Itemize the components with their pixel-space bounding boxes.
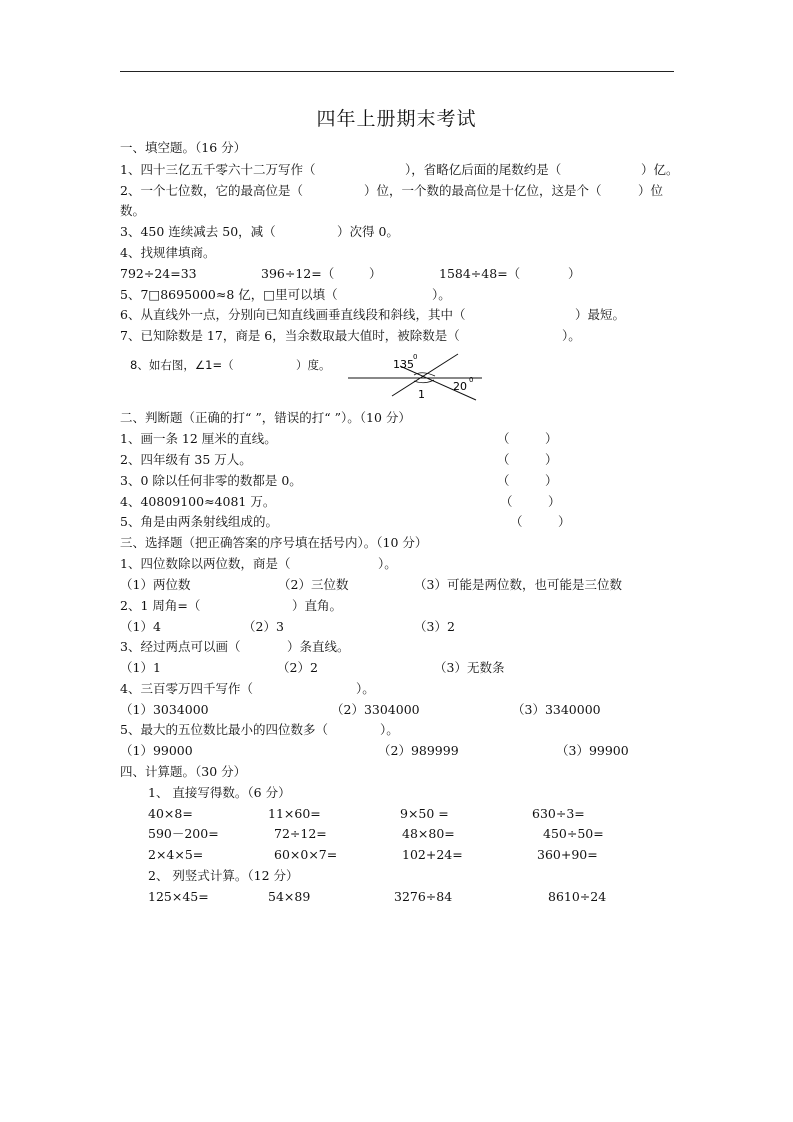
s2-item-3-paren-open: （: [497, 473, 510, 488]
angle-figure: [340, 348, 490, 408]
s3-q2-part-b: ）直角。: [292, 598, 343, 613]
s1-q6-part-a: 6、从直线外一点，分别向已知直线画垂直线段和斜线，其中（: [120, 307, 466, 322]
s1-q7-part-b: ）。: [562, 328, 581, 343]
section-2-heading: 二、判断题（正确的打“ ”，错误的打“ ”）。（10 分）: [120, 410, 411, 425]
calc-r1-c2: 11×60=: [268, 806, 321, 821]
s3-q3-part-b: ）条直线。: [287, 639, 350, 654]
s2-item-4: 4、40809100≈4081 万。: [120, 494, 276, 509]
s3-q3-option-3: （3）无数条: [434, 660, 505, 675]
s4-sub-1: 1、 直接写得数。（6 分）: [148, 785, 291, 800]
s1-q1-part-c: ）亿。: [641, 162, 679, 177]
s3-q5-option-1: （1）99000: [120, 743, 193, 758]
calc-r1-c1: 40×8=: [148, 806, 193, 821]
s3-q1-option-2: （2）三位数: [278, 577, 349, 592]
s3-q2-option-2: （2）3: [243, 619, 284, 634]
section-4-heading: 四、计算题。（30 分）: [120, 764, 247, 779]
s1-q1-part-b: ），省略亿后面的尾数约是（: [405, 162, 562, 177]
figure-label-20: 20: [453, 380, 467, 393]
s3-q3-option-2: （2）2: [277, 660, 318, 675]
s3-q3-option-1: （1）1: [120, 660, 161, 675]
s1-q4-item2-a: 396÷12=（: [261, 266, 335, 281]
s3-q3-part-a: 3、经过两点可以画（: [120, 639, 241, 654]
s1-q4: 4、找规律填商。: [120, 245, 216, 260]
s1-q5-part-b: ）。: [432, 287, 451, 302]
calc-r2-c3: 48×80=: [402, 826, 455, 841]
figure-label-angle-1: 1: [418, 388, 425, 401]
s3-q2-part-a: 2、1 周角=（: [120, 598, 201, 613]
calc-r4-c2: 54×89: [268, 889, 311, 904]
s3-q5-part-a: 5、最大的五位数比最小的四位数多（: [120, 722, 328, 737]
s3-q2-option-3: （3）2: [414, 619, 455, 634]
s2-item-1-paren-close: ）: [545, 431, 558, 446]
calc-r4-c4: 8610÷24: [548, 889, 607, 904]
s1-q8-part-b: ）度。: [296, 358, 331, 372]
s3-q2-option-1: （1）4: [120, 619, 161, 634]
calc-r4-c1: 125×45=: [148, 889, 209, 904]
s2-item-5-paren-open: （: [510, 514, 523, 529]
s2-item-4-paren-close: ）: [548, 494, 561, 509]
s4-sub-2: 2、 列竖式计算。（12 分）: [148, 868, 299, 883]
s1-q3-part-a: 3、450 连续减去 50，减（: [120, 224, 276, 239]
s2-item-3: 3、0 除以任何非零的数都是 0。: [120, 473, 302, 488]
s3-q5-option-3: （3）99900: [556, 743, 629, 758]
calc-r3-c4: 360+90=: [537, 847, 598, 862]
calc-r1-c3: 9×50 =: [400, 806, 449, 821]
s3-q4-part-a: 4、三百零万四千写作（: [120, 681, 253, 696]
s1-q5-part-a: 5、7□8695000≈8 亿，□里可以填（: [120, 287, 338, 302]
figure-degree-135: 0: [413, 353, 418, 361]
s1-q2-part-c: ）位: [638, 183, 664, 198]
header-rule: [120, 71, 674, 72]
s2-item-1: 1、画一条 12 厘米的直线。: [120, 431, 277, 446]
s1-q2-part-b: ）位，一个数的最高位是十亿位，这是个（: [364, 183, 602, 198]
calc-r3-c3: 102+24=: [402, 847, 463, 862]
section-1-heading: 一、填空题。（16 分）: [120, 140, 247, 155]
s1-q4-item2-b: ）: [369, 266, 382, 281]
calc-r2-c4: 450÷50=: [543, 826, 604, 841]
calc-r2-c1: 590－200=: [148, 826, 219, 841]
s3-q1-option-1: （1）两位数: [120, 577, 191, 592]
s3-q4-option-2: （2）3304000: [331, 702, 420, 717]
section-3-heading: 三、选择题（把正确答案的序号填在括号内）。（10 分）: [120, 535, 428, 550]
s1-q7-part-a: 7、已知除数是 17，商是 6，当余数取最大值时，被除数是（: [120, 328, 460, 343]
s2-item-3-paren-close: ）: [545, 473, 558, 488]
calc-r3-c1: 2×4×5=: [148, 847, 204, 862]
s2-item-5: 5、角是由两条射线组成的。: [120, 514, 278, 529]
s3-q4-part-b: ）。: [356, 681, 375, 696]
s3-q1-part-a: 1、四位数除以两位数，商是（: [120, 556, 291, 571]
s1-q8-part-a: 8、如右图，∠1=（: [130, 358, 234, 372]
s3-q1-part-b: ）。: [378, 556, 397, 571]
s1-q4-example: 792÷24=33: [120, 266, 197, 281]
figure-degree-20: 0: [469, 376, 474, 384]
page-title: 四年上册期末考试: [316, 108, 477, 130]
s2-item-4-paren-open: （: [500, 494, 513, 509]
figure-label-135: 135: [393, 358, 414, 371]
s2-item-5-paren-close: ）: [558, 514, 571, 529]
calc-r4-c3: 3276÷84: [394, 889, 453, 904]
s3-q5-option-2: （2）989999: [378, 743, 459, 758]
s2-item-2: 2、四年级有 35 万人。: [120, 452, 252, 467]
s3-q4-option-3: （3）3340000: [512, 702, 601, 717]
s3-q4-option-1: （1）3034000: [120, 702, 209, 717]
s1-q2-part-d: 数。: [120, 203, 146, 218]
s1-q6-part-b: ）最短。: [575, 307, 626, 322]
s2-item-1-paren-open: （: [497, 431, 510, 446]
s1-q3-part-b: ）次得 0。: [337, 224, 399, 239]
calc-r1-c4: 630÷3=: [532, 806, 585, 821]
s2-item-2-paren-close: ）: [545, 452, 558, 467]
calc-r2-c2: 72÷12=: [274, 826, 327, 841]
calc-r3-c2: 60×0×7=: [274, 847, 338, 862]
s1-q1-part-a: 1、四十三亿五千零六十二万写作（: [120, 162, 316, 177]
s3-q1-option-3: （3）可能是两位数，也可能是三位数: [414, 577, 622, 592]
s1-q2-part-a: 2、一个七位数，它的最高位是（: [120, 183, 303, 198]
s3-q5-part-b: ）。: [380, 722, 399, 737]
s2-item-2-paren-open: （: [497, 452, 510, 467]
s1-q4-item3-b: ）: [568, 266, 581, 281]
s1-q4-item3-a: 1584÷48=（: [439, 266, 521, 281]
